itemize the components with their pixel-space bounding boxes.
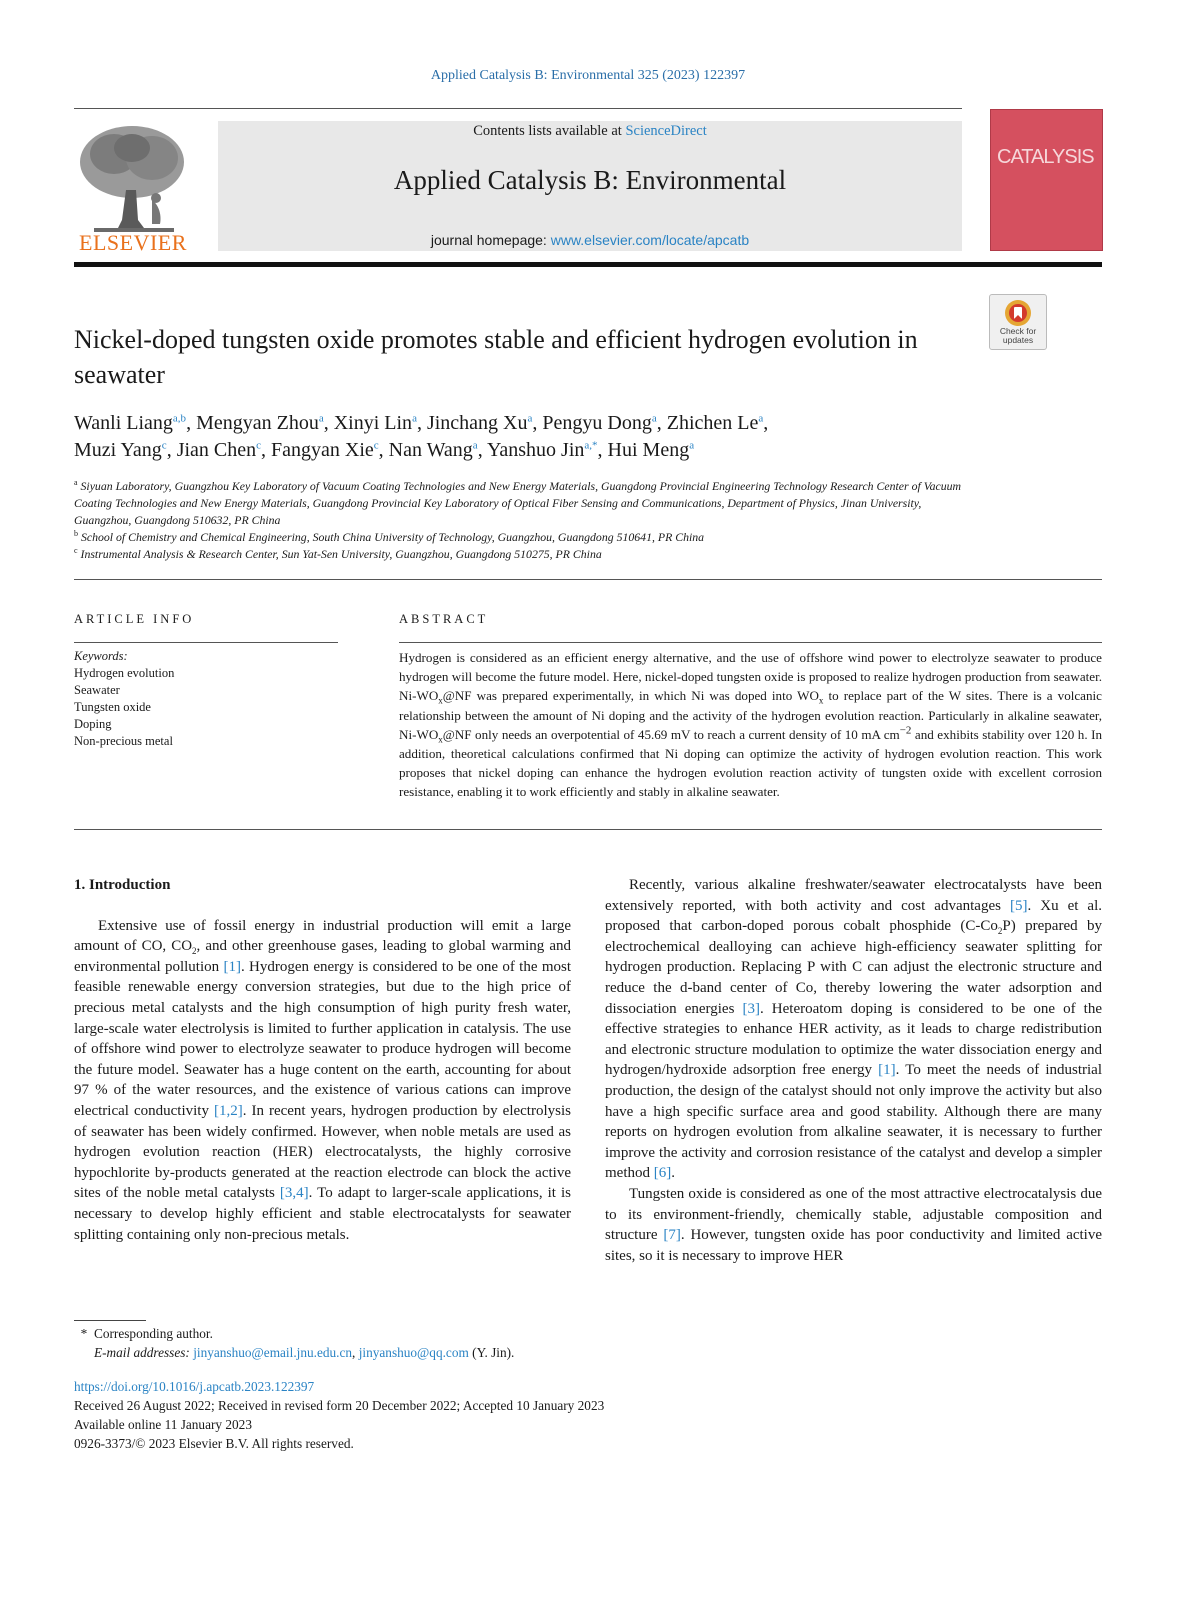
section-heading-introduction: 1. Introduction <box>74 877 171 893</box>
affiliation-c: $^c$ Instrumental Analysis & Research Center, Sun Yat-Sen University, Guangzhou, Guangdong 510275, PR China <box>74 546 602 561</box>
footnotes <box>74 1324 774 1362</box>
top-divider <box>74 108 962 109</box>
keywords-label: Keywords: <box>74 649 128 663</box>
journal-cover-image[interactable] <box>990 109 1103 251</box>
contents-line <box>218 123 962 140</box>
author-name[interactable]: Xinyi Lin <box>333 412 413 434</box>
article-title: Nickel-doped tungsten oxide promotes stable and efficient hydrogen evolution in seawater <box>74 325 918 389</box>
author-affiliation-mark[interactable]: a <box>318 412 324 425</box>
footnote-rule <box>74 1320 146 1321</box>
elsevier-wordmark[interactable]: ELSEVIER <box>79 230 187 255</box>
copyright-line: 0926-3373/© 2023 Elsevier B.V. All rights reserved. <box>74 1436 354 1451</box>
cover-title: CATALYSIS <box>997 146 1094 168</box>
author-affiliation-mark[interactable]: a <box>412 412 417 425</box>
check-for-updates-button[interactable] <box>989 294 1047 350</box>
keyword-item: Hydrogen evolution <box>74 666 175 680</box>
corresponding-author-note: * Corresponding author. <box>80 1326 213 1341</box>
intro-paragraph-1: Extensive use of fossil energy in industrial production will emit a large amount of CO, $CO_2$, and other greenhouse gases, leading to global warming and environmental pollution [1]. Hydrogen energy is considered to be one of the most feasible renewable energy conversion strategies, but due to the high price of precious metal catalysts and the high consumption of high purity fresh water, large-scale water electrolysis is limited to further application in catalysis. The use of offshore wind power to electrolyze seawater to produce hydrogen will become the future model. Seawater has a huge content on the earth, accounting for about 97 % of the water resources, and the existence of various cations can improve electrical conductivity [1,2]. In recent years, hydrogen production by electrolysis of seawater has been widely confirmed. However, when noble metals are used as hydrogen evolution reaction (HER) electrocatalysts, the highly corrosive hypochlorite by-products generated at the reaction electrode can block the active sites of the noble metal catalysts [3,4]. To adapt to larger-scale applications, it is necessary to develop highly efficient and stable electrocatalysts for seawater splitting containing only non-precious metals. <box>74 917 571 1243</box>
citation-link[interactable]: [5] <box>1009 897 1028 914</box>
header-thick-rule <box>74 262 1102 267</box>
citation-link[interactable]: [1,2] <box>213 1102 243 1119</box>
check-updates-icon <box>1004 299 1032 327</box>
author-name[interactable]: Mengyan Zhou <box>196 412 319 434</box>
affiliation-a: $^a$ Siyuan Laboratory, Guangzhou Key Laboratory of Vacuum Coating Technologies and New Energy Materials, Guangdong Provincial Engineering Technology Research Center of Vacuum Coating Technologies and New Energy Materials, Guangdong Provincial Key Laboratory of Optical Fiber Sensing and Communications, Department of Physics, Jinan University, Guangzhou, Guangdong 510632, PR China <box>74 478 962 527</box>
author-name[interactable]: Wanli Liang <box>74 412 173 434</box>
author-affiliation-mark[interactable]: a <box>527 412 533 425</box>
sciencedirect-link[interactable]: ScienceDirect <box>625 123 707 139</box>
author-affiliation-mark[interactable]: a <box>689 439 695 452</box>
keyword-item: Tungsten oxide <box>74 700 151 714</box>
affiliations-divider <box>74 579 1102 580</box>
author-name[interactable]: Pengyu Dong <box>542 412 652 434</box>
journal-homepage-link[interactable]: www.elsevier.com/locate/apcatb <box>550 232 750 248</box>
author-name[interactable]: Yanshuo Jin <box>486 439 585 461</box>
body-column-right <box>605 875 1102 1266</box>
author-name[interactable]: Fangyan Xie <box>271 439 374 461</box>
author-affiliation-mark[interactable]: c <box>161 439 167 452</box>
citation-link[interactable]: [6] <box>653 1165 672 1182</box>
abstract-rule <box>399 642 1102 643</box>
author-affiliation-mark[interactable]: a <box>651 412 657 425</box>
keyword-item: Doping <box>74 717 112 731</box>
keywords-block <box>74 648 338 750</box>
citation-link[interactable]: [3] <box>742 1000 760 1017</box>
author-affiliation-mark[interactable]: a <box>758 412 764 425</box>
author-affiliation-mark[interactable]: a <box>472 439 478 452</box>
author-name[interactable]: Zhichen Le <box>666 412 759 434</box>
keyword-item: Non-precious metal <box>74 734 173 748</box>
running-head[interactable]: Applied Catalysis B: Environmental 325 (2023) 122397 <box>430 68 746 83</box>
intro-paragraph-2: Recently, various alkaline freshwater/seawater electrocatalysts have been extensively reported, with both activity and cost advantages [5]. Xu et al. proposed that carbon-doped porous cobalt phosphide $(C-Co_2P)$ prepared by electrochemical dealloying can achieve high-efficiency seawater splitting for hydrogen production. Replacing P with C can adjust the electronic structure and reduce the d-band center of Co, thereby lowering the water adsorption and dissociation energies [3]. Heteroatom doping is considered to be one of the effective strategies to enhance HER activity, as it leads to charge redistribution and electronic structure modulation to optimize the water dissociation energy and hydrogen/hydroxide adsorption free energy [1]. To meet the needs of industrial production, the design of the catalyst should not only improve the activity but also have a high specific surface area and good stability. Although there are many reports on hydrogen evolution from alkaline seawater, it is necessary to further improve the activity and corrosion resistance of the catalyst and develop a simpler method [6]. <box>605 877 1103 1182</box>
citation-link[interactable]: [1] <box>878 1062 896 1079</box>
affiliation-b: $^b$ School of Chemistry and Chemical Engineering, South China University of Technology, Guangzhou, Guangdong 510641, PR China <box>74 529 705 544</box>
author-name[interactable]: Jian Chen <box>176 439 257 461</box>
contents-prefix: Contents lists available at <box>473 123 626 139</box>
body-column-left <box>74 875 571 1245</box>
doi-link[interactable]: https://doi.org/10.1016/j.apcatb.2023.122397 <box>74 1379 315 1394</box>
homepage-prefix: journal homepage: <box>430 232 551 248</box>
author-name[interactable]: Nan Wang <box>388 439 473 461</box>
check-updates-line2: updates <box>1002 335 1034 345</box>
abstract-text: Hydrogen is considered as an efficient energy alternative, and the use of offshore wind power to electrolyze seawater to produce hydrogen will become the future model. Here, nickel-doped tungsten oxide is proposed to realize hydrogen production from seawater. $Ni-WO_x@NF$ was prepared experimentally, in which Ni was doped into $WO_x$ to replace part of the W sites. There is a volcanic relationship between the amount of Ni doping and the activity of the hydrogen evolution reaction. Particularly in alkaline seawater, $Ni-WO_x@NF$ only needs an overpotential of 45.69 mV to reach a current density of 10 mA $cm^{-2}$ and exhibits stability over 120 h. In addition, theoretical calculations confirmed that Ni doping can optimize the activity of hydrogen evolution reaction. This work proposes that nickel doping can enhance the hydrogen evolution reaction activity of tungsten oxide with excellent corrosion resistance, enabling it to work efficiently and stably in alkaline seawater. <box>399 650 1102 800</box>
journal-title: Applied Catalysis B: Environmental <box>393 165 787 195</box>
author-name[interactable]: Hui Meng <box>607 439 690 461</box>
email-note: E-mail addresses: jinyanshuo@email.jnu.edu.cn, jinyanshuo@qq.com (Y. Jin). <box>93 1345 515 1360</box>
email-link[interactable]: jinyanshuo@email.jnu.edu.cn <box>193 1345 353 1360</box>
available-online: Available online 11 January 2023 <box>74 1417 252 1432</box>
author-affiliation-mark[interactable]: a,b <box>172 412 187 425</box>
abstract-bottom-rule <box>74 829 1102 830</box>
email-link[interactable]: jinyanshuo@qq.com <box>358 1345 469 1360</box>
keyword-item: Seawater <box>74 683 120 697</box>
abstract-heading: ABSTRACT <box>399 612 489 626</box>
citation-link[interactable]: [7] <box>663 1227 681 1244</box>
homepage-line <box>218 232 962 248</box>
check-updates-line1: Check for <box>999 326 1037 336</box>
citation-link[interactable]: [3,4] <box>279 1185 309 1202</box>
author-affiliation-mark[interactable]: c <box>373 439 379 452</box>
author-name[interactable]: Muzi Yang <box>74 439 162 461</box>
publication-info <box>74 1377 874 1453</box>
author-name[interactable]: Jinchang Xu <box>426 412 528 434</box>
author-list: Wanli Liang$^{a,b}$, Mengyan Zhou$^a$, Xinyi Lin$^a$, Jinchang Xu$^a$, Pengyu Dong$^a$, Zhichen Le$^a$, Muzi Yang$^c$, Jian Chen$^c$, Fangyan Xie$^c$, Nan Wang$^a$, Yanshuo Jin$^{a,*}$, Hui Meng$^a$ <box>74 412 769 461</box>
intro-paragraph-3: Tungsten oxide is considered as one of the most attractive electrocatalysis due to its environment-friendly, chemically stable, adjustable composition and structure [7]. However, tungsten oxide has poor conductivity and limited active sites, so it is necessary to improve HER <box>605 1185 1103 1264</box>
affiliations <box>74 478 974 563</box>
article-info-rule <box>74 642 338 643</box>
citation-link[interactable]: [1] <box>223 958 241 975</box>
received-dates: Received 26 August 2022; Received in revised form 20 December 2022; Accepted 10 January 2023 <box>74 1398 605 1413</box>
author-affiliation-mark[interactable]: a,* <box>584 439 598 452</box>
article-info-heading: ARTICLE INFO <box>74 612 195 626</box>
author-affiliation-mark[interactable]: c <box>256 439 262 452</box>
